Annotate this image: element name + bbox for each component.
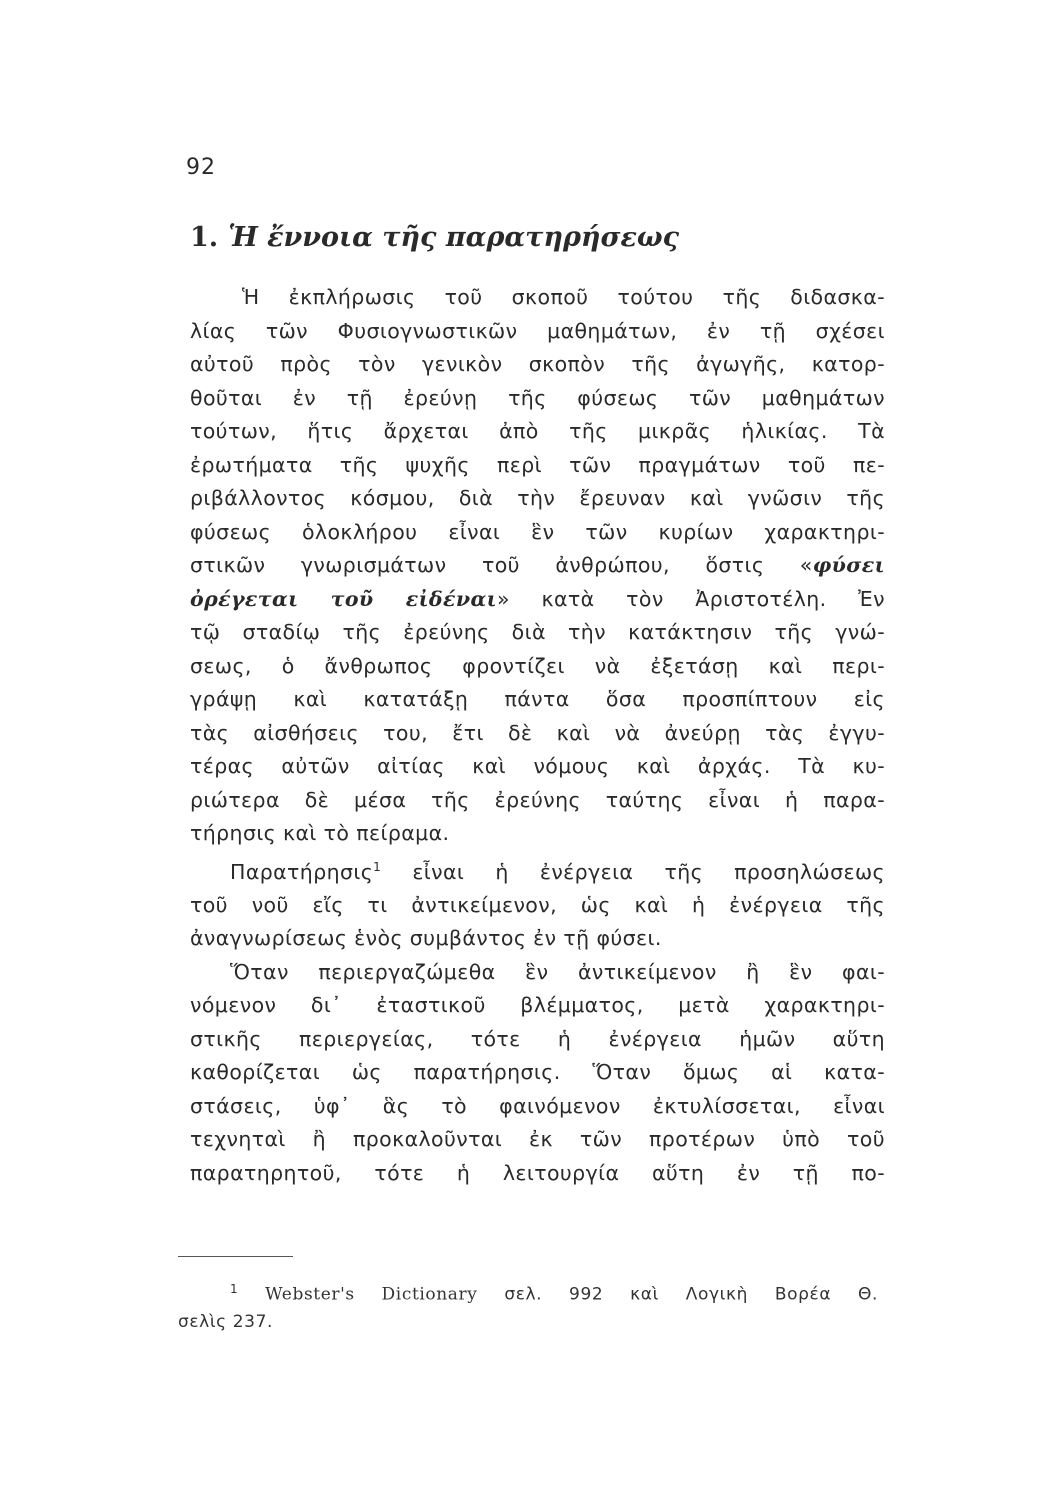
section-heading: [190, 222, 679, 253]
text-segment: εἶναι ἡ ἐνέργεια τῆς προσηλώσεως: [381, 859, 885, 884]
text-line: στικῆς περιεργείας, τότε ἡ ἐνέργεια ἡμῶν αὕτη: [190, 1026, 885, 1051]
text-line: τήρησις καὶ τὸ πείραμα.: [190, 821, 450, 845]
text-line: σεως, ὁ ἄνθρωπος φροντίζει νὰ ἐξετάσῃ καὶ περι-: [190, 653, 885, 678]
text-line: τέρας αὐτῶν αἰτίας καὶ νόμους καὶ ἀρχάς. Τὰ κυ-: [190, 754, 885, 778]
text-line: στάσεις, ὑφ᾽ ἃς τὸ φαινόμενον ἐκτυλίσσεται, εἶναι: [190, 1093, 885, 1118]
text-line: [190, 549, 885, 583]
footnote-reference: 1: [373, 859, 382, 874]
footnote-text: σελ. 992 καὶ Λογικὴ Βορέα Θ.: [477, 1284, 878, 1305]
text-line: γράψῃ καὶ κατατάξῃ πάντα ὅσα προσπίπτουν εἰς: [190, 687, 885, 711]
section-number: 1.: [190, 222, 219, 253]
text-line: τεχνηταὶ ἢ προκαλοῦνται ἐκ τῶν προτέρων ὑπὸ τοῦ: [190, 1127, 885, 1152]
page-number: 92: [186, 155, 216, 180]
footnote-marker: 1: [230, 1282, 239, 1296]
text-line: φύσεως ὁλοκλήρου εἶναι ἓν τῶν κυρίων χαρακτηρι-: [190, 519, 885, 544]
text-line: τῷ σταδίῳ τῆς ἐρεύνης διὰ τὴν κατάκτησιν τῆς γνώ-: [190, 620, 885, 644]
text-line: αὐτοῦ πρὸς τὸν γενικὸν σκοπὸν τῆς ἀγωγῆς, κατορ-: [190, 352, 885, 376]
text-line: καθορίζεται ὡς παρατήρησις. Ὅταν ὅμως αἱ κατα-: [190, 1060, 885, 1085]
text-line: [190, 583, 885, 617]
text-segment: στικῶν γνωρισμάτων τοῦ ἀνθρώπου, ὅστις «: [190, 553, 813, 577]
footnote-source: Webster's Dictionary: [265, 1284, 478, 1305]
text-segment: Παρατήρησις: [230, 859, 374, 884]
text-line: τούτων, ἥτις ἄρχεται ἀπὸ τῆς μικρᾶς ἡλικίας. Τὰ: [190, 419, 885, 443]
body-text: [190, 281, 885, 1190]
text-line: [190, 851, 885, 889]
text-line: ἐρωτήματα τῆς ψυχῆς περὶ τῶν πραγμάτων τοῦ πε-: [190, 452, 885, 477]
section-title: Ἡ ἔννοια τῆς παρατηρήσεως: [228, 222, 680, 253]
text-line: παρατηρητοῦ, τότε ἡ λειτουργία αὕτη ἐν τῇ πο-: [190, 1160, 885, 1185]
footnote-line: σελὶς 237.: [178, 1311, 274, 1332]
text-line: ριώτερα δὲ μέσα τῆς ἐρεύνης ταύτης εἶναι ἡ παρα-: [190, 787, 885, 812]
footnote-divider: [178, 1256, 293, 1257]
quote-emphasis: ὀρέγεται τοῦ εἰδέναι: [190, 586, 497, 611]
text-line: νόμενον δι᾽ ἐταστικοῦ βλέμματος, μετὰ χαρακτηρι-: [190, 993, 885, 1018]
text-line: Ἡ ἐκπλήρωσις τοῦ σκοποῦ τούτου τῆς διδασκα-: [242, 285, 885, 309]
text-line: λίας τῶν Φυσιογνωστικῶν μαθημάτων, ἐν τῇ σχέσει: [190, 318, 885, 343]
text-line: ριβάλλοντος κόσμου, διὰ τὴν ἔρευναν καὶ γνῶσιν τῆς: [190, 486, 885, 510]
text-line: Ὅταν περιεργαζώμεθα ἓν ἀντικείμενον ἢ ἓν φαι-: [230, 959, 885, 984]
text-line: θοῦται ἐν τῇ ἐρεύνῃ τῆς φύσεως τῶν μαθημάτων: [190, 385, 885, 410]
quote-emphasis: φύσει: [812, 553, 885, 577]
text-segment: » κατὰ τὸν Ἀριστοτέλη. Ἐν: [497, 586, 885, 611]
footnote-line: [178, 1276, 878, 1309]
text-line: τοῦ νοῦ εἴς τι ἀντικείμενον, ὡς καὶ ἡ ἐνέργεια τῆς: [190, 892, 885, 917]
footnote: [178, 1276, 878, 1336]
text-line: ἀναγνωρίσεως ἑνὸς συμβάντος ἐν τῇ φύσει.: [190, 926, 662, 951]
text-line: τὰς αἰσθήσεις του, ἔτι δὲ καὶ νὰ ἀνεύρῃ τὰς ἐγγυ-: [190, 720, 885, 745]
